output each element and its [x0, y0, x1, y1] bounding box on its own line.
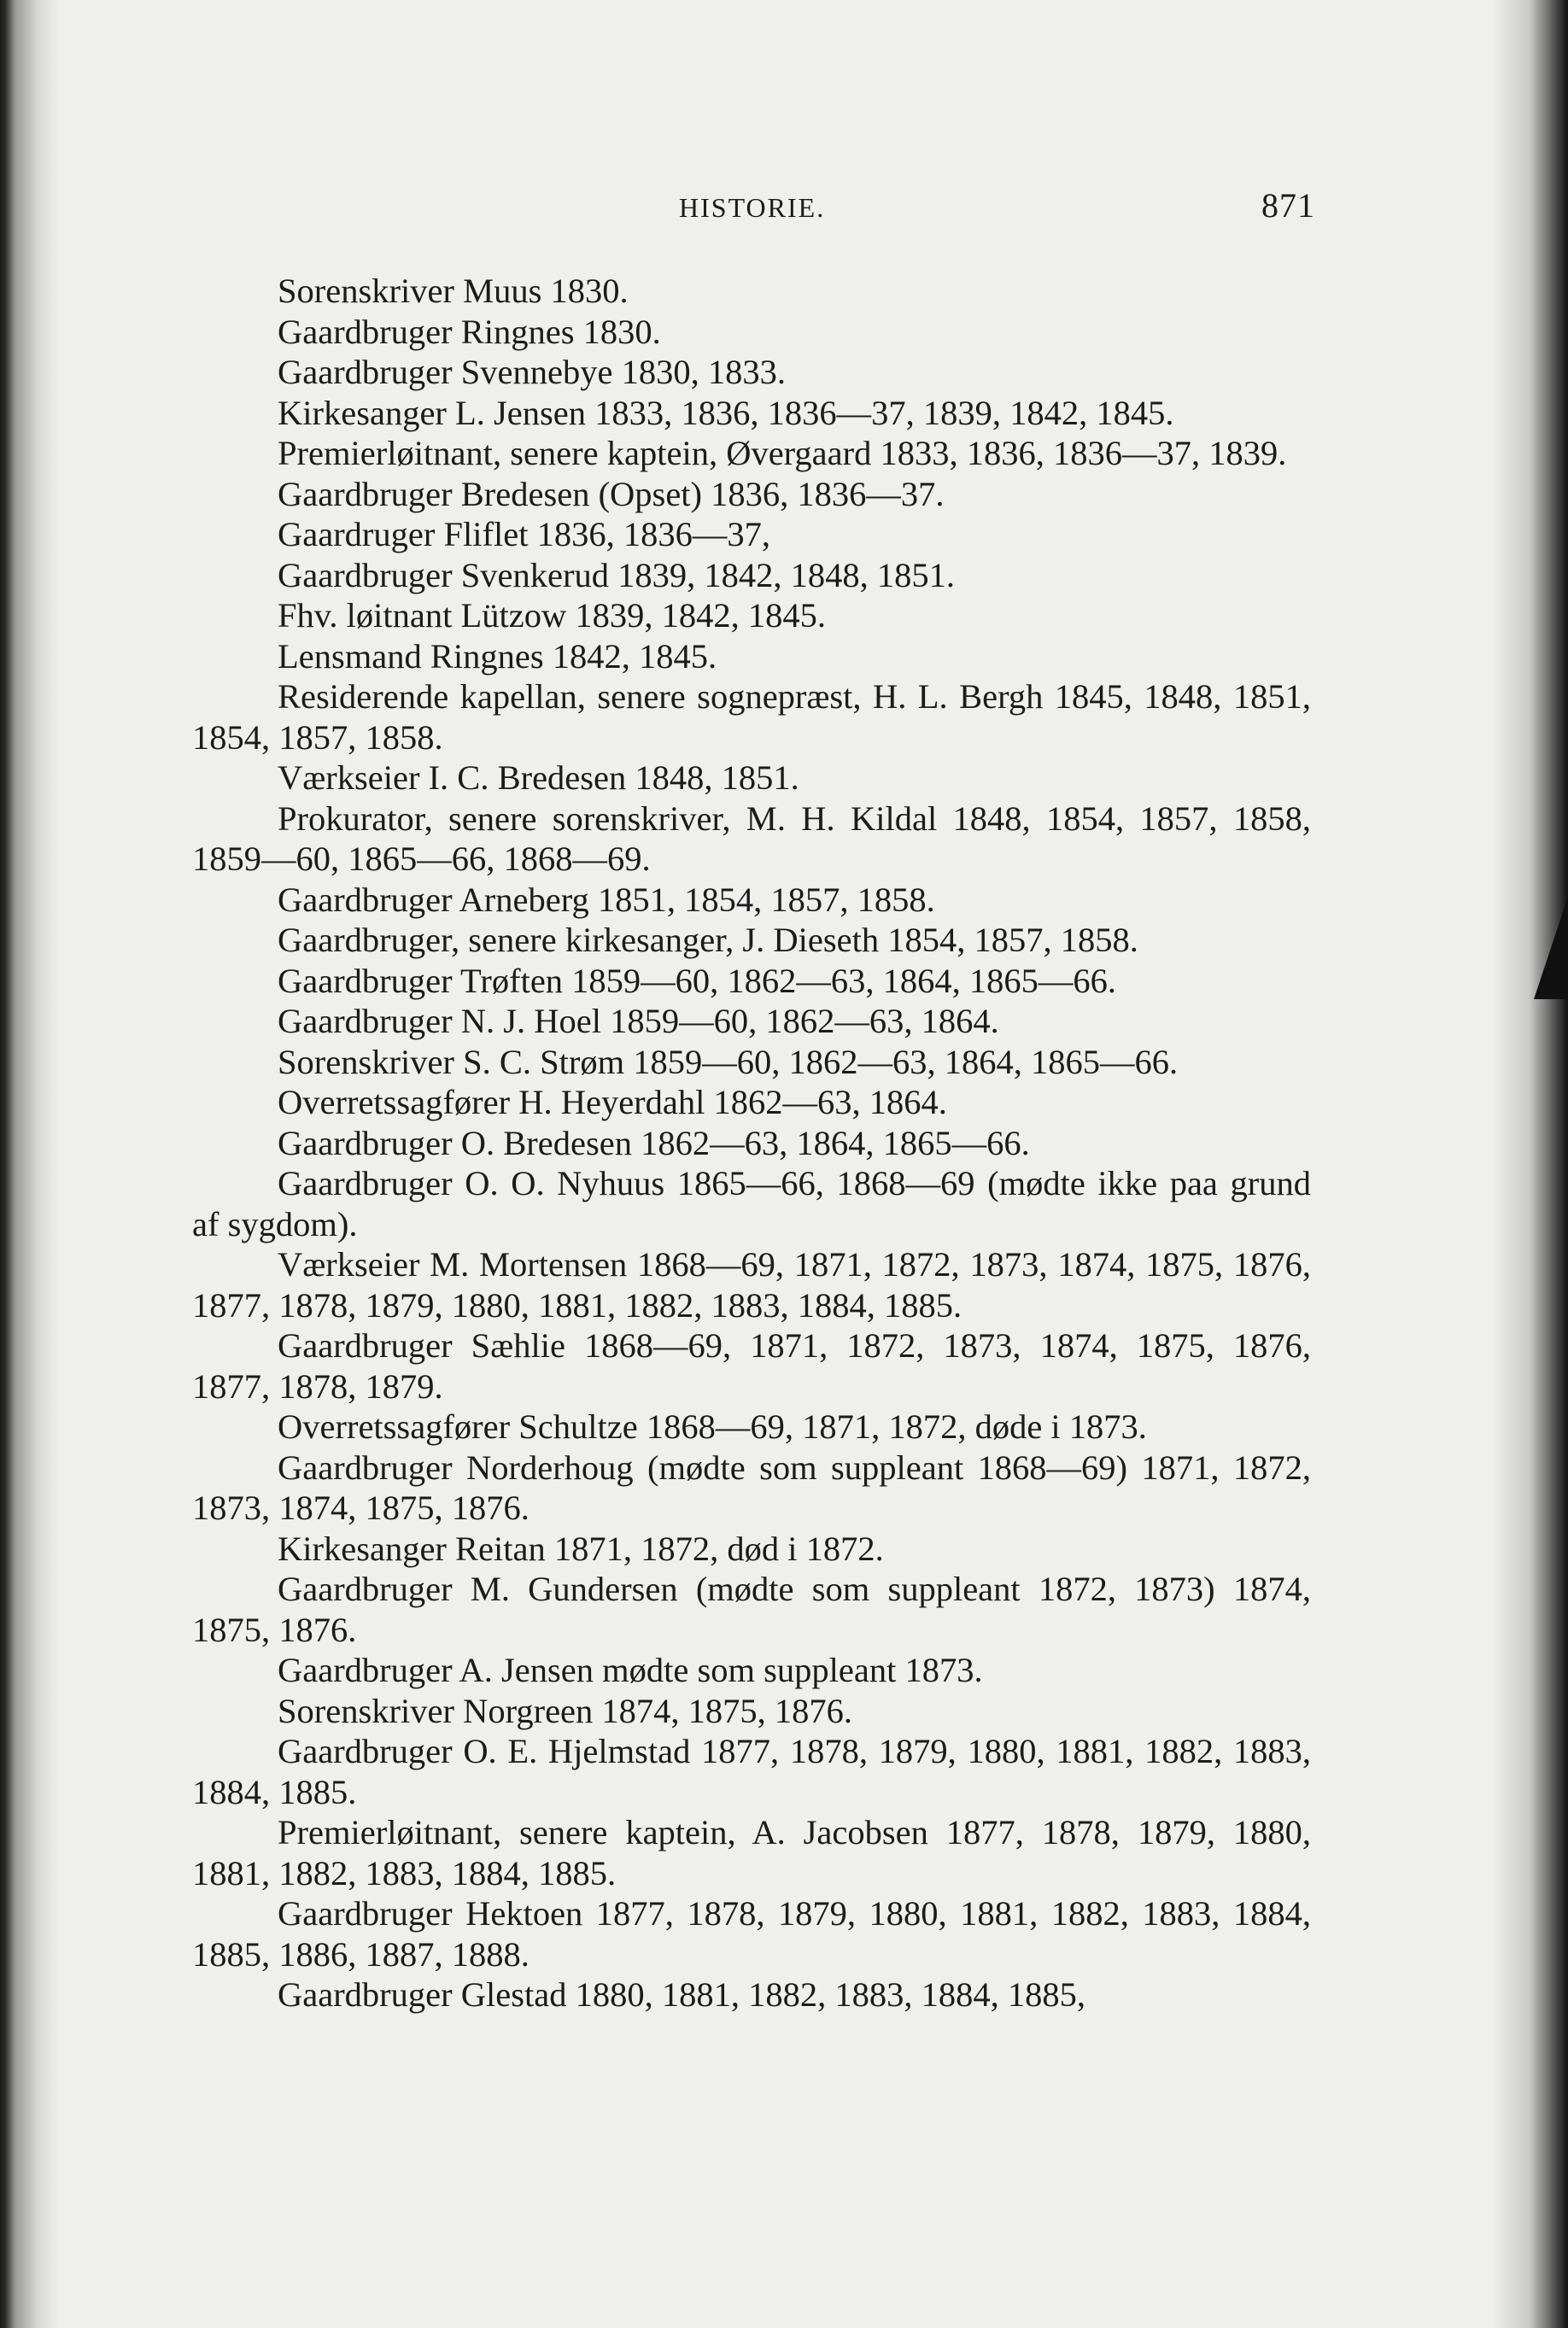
scan-right-edge	[1491, 0, 1568, 2328]
page-number: 871	[1261, 186, 1315, 225]
entry: Gaardbruger O. Bredesen 1862—63, 1864, 1865—66.	[278, 1123, 1030, 1162]
entry: Fhv. løitnant Lützow 1839, 1842, 1845.	[278, 596, 826, 635]
entry: Gaardbruger Glestad 1880, 1881, 1882, 1883, 1884, 1885,	[278, 1975, 1085, 2014]
chapter-title: HISTORIE.	[679, 192, 826, 223]
entry: Gaardbruger O. E. Hjelmstad 1877, 1878, 1879, 1880, 1881, 1882, 1883, 1884, 1885.	[192, 1732, 1311, 1811]
entry: Gaardbruger O. O. Nyhuus 1865—66, 1868—69 (mødte ikke paa grund af sygdom).	[192, 1164, 1311, 1243]
entry: Gaardbruger Svennebye 1830, 1833.	[278, 353, 786, 391]
entry: Gaardbruger Sæhlie 1868—69, 1871, 1872, 1873, 1874, 1875, 1876, 1877, 1878, 1879.	[192, 1326, 1311, 1406]
entry: Gaardbruger Hektoen 1877, 1878, 1879, 1880, 1881, 1882, 1883, 1884, 1885, 1886, 1887, 1888.	[192, 1894, 1311, 1974]
entry: Gaardbruger Svenkerud 1839, 1842, 1848, 1851.	[278, 555, 955, 594]
scan-left-edge	[0, 0, 60, 2328]
entry: Kirkesanger Reitan 1871, 1872, død i 1872.	[278, 1529, 884, 1568]
entry: Gaardbruger Ringnes 1830.	[278, 312, 661, 351]
entry: Premierløitnant, senere kaptein, A. Jacobsen 1877, 1878, 1879, 1880, 1881, 1882, 1883, 1884, 1885.	[192, 1813, 1311, 1892]
entry: Gaardbruger Arneberg 1851, 1854, 1857, 1858.	[278, 880, 935, 919]
running-head	[192, 186, 1315, 235]
entry: Gaardruger Fliflet 1836, 1836—37,	[278, 515, 771, 553]
entry: Gaardbruger N. J. Hoel 1859—60, 1862—63, 1864.	[278, 1002, 999, 1040]
entry: Gaardbruger, senere kirkesanger, J. Dieseth 1854, 1857, 1858.	[278, 921, 1138, 959]
book-page	[192, 186, 1315, 2015]
entry: Gaardbruger Bredesen (Opset) 1836, 1836—37.	[278, 474, 945, 513]
entry: Værkseier I. C. Bredesen 1848, 1851.	[278, 758, 799, 797]
entry: Gaardbruger Norderhoug (mødte som suppleant 1868—69) 1871, 1872, 1873, 1874, 1875, 1876.	[192, 1448, 1311, 1527]
entry: Gaardbruger A. Jensen mødte som suppleant 1873.	[278, 1651, 983, 1689]
entry: Gaardbruger M. Gundersen (mødte som suppleant 1872, 1873) 1874, 1875, 1876.	[192, 1570, 1311, 1649]
entry: Værkseier M. Mortensen 1868—69, 1871, 1872, 1873, 1874, 1875, 1876, 1877, 1878, 1879, 1880, 1881, 1882, 1883, 1884, 1885.	[192, 1245, 1311, 1325]
entry-list	[192, 271, 1311, 2015]
entry: Sorenskriver Muus 1830.	[278, 272, 629, 310]
entry: Overretssagfører H. Heyerdahl 1862—63, 1864.	[278, 1083, 947, 1121]
entry: Overretssagfører Schultze 1868—69, 1871, 1872, døde i 1873.	[278, 1407, 1147, 1446]
entry: Premierløitnant, senere kaptein, Øvergaard 1833, 1836, 1836—37, 1839.	[278, 434, 1287, 472]
entry: Sorenskriver S. C. Strøm 1859—60, 1862—63, 1864, 1865—66.	[278, 1042, 1179, 1081]
entry: Gaardbruger Trøften 1859—60, 1862—63, 1864, 1865—66.	[278, 961, 1117, 1000]
entry: Kirkesanger L. Jensen 1833, 1836, 1836—37, 1839, 1842, 1845.	[278, 393, 1174, 432]
entry: Sorenskriver Norgreen 1874, 1875, 1876.	[278, 1691, 853, 1730]
entry: Residerende kapellan, senere sognepræst, H. L. Bergh 1845, 1848, 1851, 1854, 1857, 1858.	[192, 677, 1311, 757]
entry: Prokurator, senere sorenskriver, M. H. Kildal 1848, 1854, 1857, 1858, 1859—60, 1865—66, 1868—69.	[192, 798, 1311, 878]
entry: Lensmand Ringnes 1842, 1845.	[278, 636, 717, 676]
